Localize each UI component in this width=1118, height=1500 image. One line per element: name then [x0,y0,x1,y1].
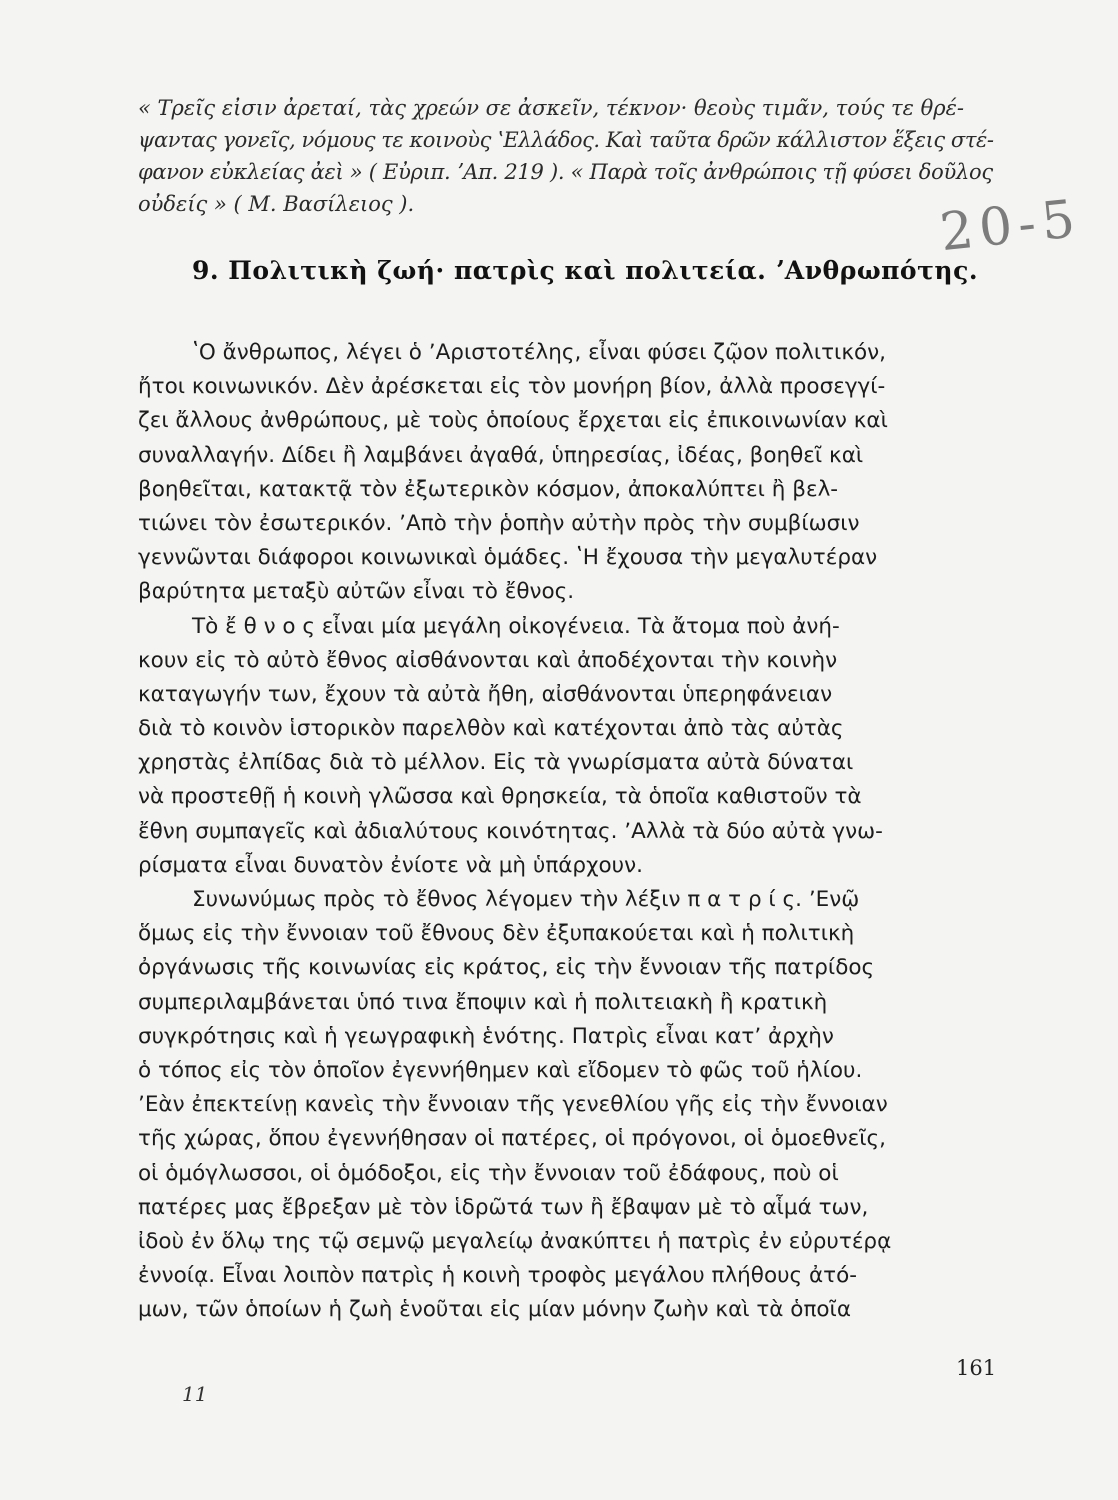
section-heading: 9. Πολιτικὴ ζωή· πατρὶς καὶ πολιτεία. ʼΑνθρωπότης. [192,256,979,285]
handwritten-annotation: 20-5 [937,188,1084,264]
body-line: διὰ τὸ κοινὸν ἱστορικὸν παρελθὸν καὶ κατέχονται ἀπὸ τὰς αὐτὰς [138,716,844,742]
body-line: οἱ ὁμόγλωσσοι, οἱ ὁμόδοξοι, εἰς τὴν ἔννοιαν τοῦ ἐδάφους, ποὺ οἱ [138,1160,839,1186]
body-line: Τὸ ἔ θ ν ο ς εἶναι μία μεγάλη οἰκογένεια. Τὰ ἄτομα ποὺ ἀνή- [192,613,840,639]
body-line: ζει ἄλλους ἀνθρώπους, μὲ τοὺς ὁποίους ἔρχεται εἰς ἐπικοινωνίαν καὶ [138,408,888,434]
quote-line: « Τρεῖς εἰσιν ἀρεταί, τὰς χρεών σε ἀσκεῖν, τέκνον· θεοὺς τιμᾶν, τούς τε θρέ- [138,96,964,120]
epigraph-quote [138,92,993,220]
body-line: ἔθνη συμπαγεῖς καὶ ἀδιαλύτους κοινότητας. ʼΑλλὰ τὰ δύο αὐτὰ γνω- [138,818,883,844]
body-line: ρίσματα εἶναι δυνατὸν ἐνίοτε νὰ μὴ ὑπάρχουν. [138,852,643,878]
body-text [138,336,993,1327]
body-line: βαρύτητα μεταξὺ αὐτῶν εἶναι τὸ ἔθνος. [138,579,575,605]
body-line: Συνωνύμως πρὸς τὸ ἔθνος λέγομεν τὴν λέξιν π α τ ρ ί ς. ʼΕνῷ [192,887,860,912]
body-line: συμπεριλαμβάνεται ὑπό τινα ἔποψιν καὶ ἡ πολιτειακὴ ἢ κρατικὴ [138,989,828,1015]
body-line: καταγωγήν των, ἔχουν τὰ αὐτὰ ἤθη, αἰσθάνονται ὑπερηφάνειαν [138,681,833,707]
body-line: ʽΟ ἄνθρωπος, λέγει ὁ ʼΑριστοτέλης, εἶναι φύσει ζῷον πολιτικόν, [192,340,886,365]
quote-line: φανον εὐκλείας ἀεὶ » ( Εὐριπ. ʼΑπ. 219 ). « Παρὰ τοῖς ἀνθρώποις τῇ φύσει δοῦλος [138,160,993,184]
body-line: μων, τῶν ὁποίων ἡ ζωὴ ἑνοῦται εἰς μίαν μόνην ζωὴν καὶ τὰ ὁποῖα [138,1297,852,1323]
body-line: χρηστὰς ἐλπίδας διὰ τὸ μέλλον. Εἰς τὰ γνωρίσματα αὐτὰ δύναται [138,750,854,776]
body-line: ἤτοι κοινωνικόν. Δὲν ἀρέσκεται εἰς τὸν μονήρη βίον, ἀλλὰ προσεγγί- [138,374,886,400]
body-line: συγκρότησις καὶ ἡ γεωγραφικὴ ἑνότης. Πατρὶς εἶναι κατʼ ἀρχὴν [138,1023,834,1049]
body-line: κουν εἰς τὸ αὐτὸ ἔθνος αἰσθάνονται καὶ ἀποδέχονται τὴν κοινὴν [138,647,838,673]
quote-line: οὐδείς » ( Μ. Βασίλειος ). [138,192,415,216]
body-line: τῆς χώρας, ὅπου ἐγεννήθησαν οἱ πατέρες, οἱ πρόγονοι, οἱ ὁμοεθνεῖς, [138,1126,886,1152]
body-line: γεννῶνται διάφοροι κοινωνικαὶ ὁμάδες. ʽΗ ἔχουσα τὴν μεγαλυτέραν [138,545,878,571]
body-line: βοηθεῖται, κατακτᾷ τὸν ἐξωτερικὸν κόσμον, ἀποκαλύπτει ἢ βελ- [138,476,839,502]
body-line: ὁ τόπος εἰς τὸν ὁποῖον ἐγεννήθημεν καὶ εἴδομεν τὸ φῶς τοῦ ἡλίου. [138,1057,863,1083]
body-line: ὀργάνωσις τῆς κοινωνίας εἰς κράτος, εἰς τὴν ἔννοιαν τῆς πατρίδος [138,955,875,981]
body-line: ἐννοίᾳ. Εἶναι λοιπὸν πατρὶς ἡ κοινὴ τροφὸς μεγάλου πλήθους ἀτό- [138,1263,858,1289]
body-line: ὅμως εἰς τὴν ἔννοιαν τοῦ ἔθνους δὲν ἐξυπακούεται καὶ ἡ πολιτικὴ [138,921,855,947]
quote-line: ψαντας γονεῖς, νόμους τε κοινοὺς ʽΕλλάδος. Καὶ ταῦτα δρῶν κάλλιστον ἕξεις στέ- [138,128,994,152]
page-number: 161 [956,1356,997,1380]
body-line: τιώνει τὸν ἐσωτερικόν. ʼΑπὸ τὴν ῥοπὴν αὐτὴν πρὸς τὴν συμβίωσιν [138,510,860,536]
signature-mark: 11 [182,1382,208,1406]
body-line: ʼΕὰν ἐπεκτείνῃ κανεὶς τὴν ἔννοιαν τῆς γενεθλίου γῆς εἰς τὴν ἔννοιαν [138,1092,888,1118]
body-line: πατέρες μας ἔβρεξαν μὲ τὸν ἱδρῶτά των ἢ ἔβαψαν μὲ τὸ αἷμά των, [138,1194,869,1220]
body-line: ἰδοὺ ἐν ὅλῳ της τῷ σεμνῷ μεγαλείῳ ἀνακύπτει ἡ πατρὶς ἐν εὐρυτέρᾳ [138,1228,892,1254]
body-line: νὰ προστεθῇ ἡ κοινὴ γλῶσσα καὶ θρησκεία, τὰ ὁποῖα καθιστοῦν τὰ [138,784,862,810]
body-line: συναλλαγήν. Δίδει ἢ λαμβάνει ἀγαθά, ὑπηρεσίας, ἰδέας, βοηθεῖ καὶ [138,442,864,468]
